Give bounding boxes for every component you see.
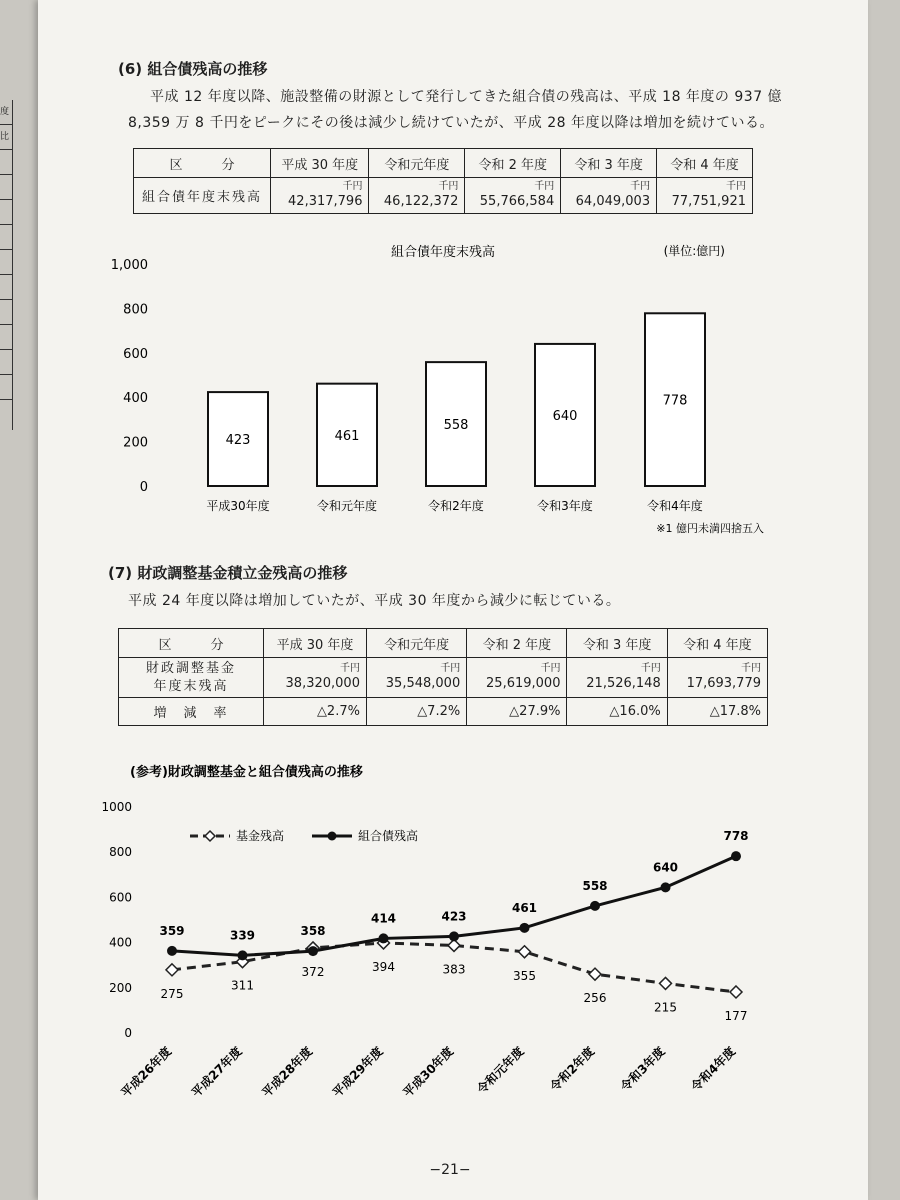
fund-balance-table: [118, 628, 768, 726]
cell-value: 25,619,000: [486, 676, 561, 691]
cell-value: 17,693,779: [686, 676, 761, 691]
unit-label: 千円: [438, 181, 459, 192]
fund-value-label: 355: [513, 968, 536, 983]
bond-balance-bar-chart: [100, 236, 780, 546]
bond-point-marker: [308, 946, 318, 956]
unit-label: 千円: [342, 181, 363, 192]
table-header-year: 令和元年度: [369, 149, 465, 178]
fund-value-label: 372: [301, 964, 325, 979]
legend-bond-label: 組合債残高: [358, 829, 419, 843]
table-header-year: 令和 2 年度: [465, 149, 561, 178]
fund-vs-bond-line-chart: [90, 760, 790, 1155]
bond-point-marker: [590, 901, 600, 911]
adjacent-page-edge: [0, 100, 13, 430]
table-header-year: 令和元年度: [366, 629, 466, 658]
bond-value-label: 640: [652, 860, 679, 875]
unit-label: 千円: [640, 663, 661, 674]
cell-value: 46,122,372: [383, 194, 459, 209]
chart-legend: [190, 828, 418, 843]
row-label-line-1: 財政調整基金: [145, 660, 236, 676]
bond-point-marker: [238, 950, 248, 960]
chart-footnote: ※1 億円未満四捨五入: [656, 522, 764, 535]
section-6-paragraph-line-1: 平成 12 年度以降、施設整備の財源として発行してきた組合債の残高は、平成 18 年度の 937 億: [150, 89, 783, 105]
y-tick-label: 1000: [101, 800, 132, 814]
edge-cell: [0, 350, 12, 375]
edge-cell: [0, 225, 12, 250]
table-cell: [465, 178, 561, 214]
edge-cell: [0, 375, 12, 400]
bond-value-label: 359: [159, 923, 185, 938]
edge-cell: [0, 175, 12, 200]
bar-value-label: 778: [662, 393, 688, 409]
row-label-change-rate: 増 減 率: [119, 698, 264, 726]
chart-title: 組合債年度末残高: [390, 245, 496, 260]
fund-value-label: 177: [724, 1008, 748, 1023]
bond-point-marker: [520, 923, 530, 933]
legend-bond-marker: [328, 832, 337, 841]
y-tick-label: 400: [109, 935, 132, 950]
fund-value-label: 275: [160, 986, 184, 1001]
section-6-heading: (6) 組合債残高の推移: [118, 60, 268, 78]
x-category-label: 令和元年度: [474, 1044, 527, 1097]
unit-label: 千円: [339, 663, 360, 674]
table-cell: [264, 658, 367, 698]
unit-label: 千円: [440, 663, 461, 674]
table-header-year: 令和 4 年度: [667, 629, 767, 658]
table-cell: [271, 178, 369, 214]
x-category-label: 平成26年度: [118, 1044, 175, 1100]
table-header-year: 平成 30 年度: [271, 149, 369, 178]
table-cell: [657, 178, 753, 214]
fund-point-marker: [519, 946, 531, 958]
y-tick-label: 0: [139, 480, 148, 495]
bond-value-label: 558: [582, 878, 608, 893]
fund-value-label: 311: [231, 978, 254, 993]
x-category-label: 令和4年度: [688, 1044, 739, 1094]
x-category-label: 令和4年度: [647, 499, 703, 513]
table-cell: △2.7%: [264, 698, 367, 726]
y-tick-label: 800: [109, 845, 132, 860]
page-number: −21−: [429, 1162, 471, 1178]
bond-point-marker: [379, 933, 389, 943]
edge-cell: [0, 300, 12, 325]
cell-value: 55,766,584: [479, 194, 555, 209]
bar-value-label: 423: [225, 433, 251, 449]
edge-cell: [0, 250, 12, 275]
section-7-paragraph: 平成 24 年度以降は増加していたが、平成 30 年度から減少に転じている。: [128, 593, 621, 609]
table-cell: △17.8%: [667, 698, 767, 726]
x-category-label: 平成30年度: [206, 499, 270, 513]
fund-value-label: 256: [583, 991, 607, 1006]
cell-value: 21,526,148: [586, 676, 661, 691]
bond-point-marker: [449, 931, 459, 941]
table-header-year: 平成 30 年度: [264, 629, 367, 658]
x-category-label: 令和2年度: [547, 1044, 598, 1094]
edge-cell: 比: [0, 125, 12, 150]
table-cell: [369, 178, 465, 214]
x-category-label: 平成27年度: [188, 1044, 245, 1100]
bar-value-label: 558: [443, 418, 469, 434]
fund-point-marker: [730, 986, 742, 998]
chart-title: (参考)財政調整基金と組合債残高の推移: [130, 765, 363, 780]
x-category-label: 平成28年度: [259, 1044, 316, 1100]
edge-cell: [0, 150, 12, 175]
section-7-heading: (7) 財政調整基金積立金残高の推移: [108, 564, 348, 582]
edge-cell: [0, 200, 12, 225]
table-cell: [561, 178, 657, 214]
x-category-label: 平成29年度: [329, 1044, 386, 1100]
edge-cell: [0, 275, 12, 300]
bar-value-label: 640: [552, 408, 578, 424]
edge-cell: 度: [0, 100, 12, 125]
cell-value: 42,317,796: [288, 194, 363, 209]
bar-value-label: 461: [334, 428, 360, 444]
table-cell: [567, 658, 667, 698]
table-header-category: 区 分: [134, 149, 271, 178]
table-header-category: 区 分: [119, 629, 264, 658]
cell-value: 35,548,000: [385, 676, 461, 691]
bond-value-label: 423: [441, 909, 467, 924]
table-cell: [667, 658, 767, 698]
bond-value-label: 358: [300, 924, 326, 939]
bond-value-label: 461: [511, 900, 538, 915]
table-header-year: 令和 3 年度: [567, 629, 667, 658]
bond-value-label: 339: [229, 928, 256, 943]
cell-value: 38,320,000: [285, 676, 360, 691]
x-category-label: 令和元年度: [316, 499, 378, 513]
unit-label: 千円: [630, 181, 651, 192]
table-cell: △7.2%: [366, 698, 466, 726]
table-cell: △16.0%: [567, 698, 667, 726]
bond-value-label: 414: [370, 911, 397, 926]
bond-value-label: 778: [723, 829, 749, 844]
y-tick-label: 200: [123, 435, 148, 451]
y-tick-label: 600: [123, 346, 148, 362]
table-header-year: 令和 3 年度: [561, 149, 657, 178]
fund-value-label: 394: [372, 959, 395, 974]
fund-point-marker: [589, 968, 601, 980]
unit-label: 千円: [540, 663, 561, 674]
table-header-year: 令和 2 年度: [467, 629, 567, 658]
row-label-fund-balance: [119, 658, 264, 698]
x-category-label: 令和2年度: [428, 499, 484, 513]
x-category-label: 平成30年度: [400, 1044, 457, 1100]
legend-fund-marker: [205, 831, 215, 841]
table-cell: [366, 658, 466, 698]
y-tick-label: 400: [123, 391, 148, 407]
bond-point-marker: [661, 882, 671, 892]
fund-point-marker: [166, 964, 178, 976]
bond-point-marker: [167, 946, 177, 956]
table-cell: △27.9%: [467, 698, 567, 726]
edge-cell: [0, 325, 12, 350]
row-label-line-2: 年度末残高: [153, 678, 229, 694]
y-tick-label: 200: [109, 980, 132, 995]
chart-unit-label: (単位:億円): [663, 244, 725, 258]
y-tick-label: 600: [109, 890, 132, 905]
bond-point-marker: [731, 851, 741, 861]
legend-fund-label: 基金残高: [236, 829, 285, 843]
table-cell: [467, 658, 567, 698]
fund-value-label: 383: [442, 962, 466, 977]
y-tick-label: 1,000: [110, 258, 148, 273]
fund-point-marker: [660, 977, 672, 989]
section-6-paragraph-line-2: 8,359 万 8 千円をピークにその後は減少し続けていたが、平成 28 年度以降は増加を続けている。: [128, 115, 774, 131]
y-tick-label: 0: [124, 1026, 132, 1040]
x-category-label: 令和3年度: [537, 499, 593, 513]
unit-label: 千円: [534, 181, 555, 192]
x-category-label: 令和3年度: [617, 1044, 668, 1094]
bond-balance-table: [133, 148, 753, 214]
cell-value: 64,049,003: [575, 194, 651, 209]
cell-value: 77,751,921: [671, 194, 746, 209]
unit-label: 千円: [726, 181, 746, 192]
unit-label: 千円: [741, 663, 761, 674]
row-label-bond-balance: 組合債年度末残高: [134, 178, 271, 214]
fund-value-label: 215: [654, 1000, 677, 1015]
table-header-year: 令和 4 年度: [657, 149, 753, 178]
y-tick-label: 800: [123, 302, 148, 318]
